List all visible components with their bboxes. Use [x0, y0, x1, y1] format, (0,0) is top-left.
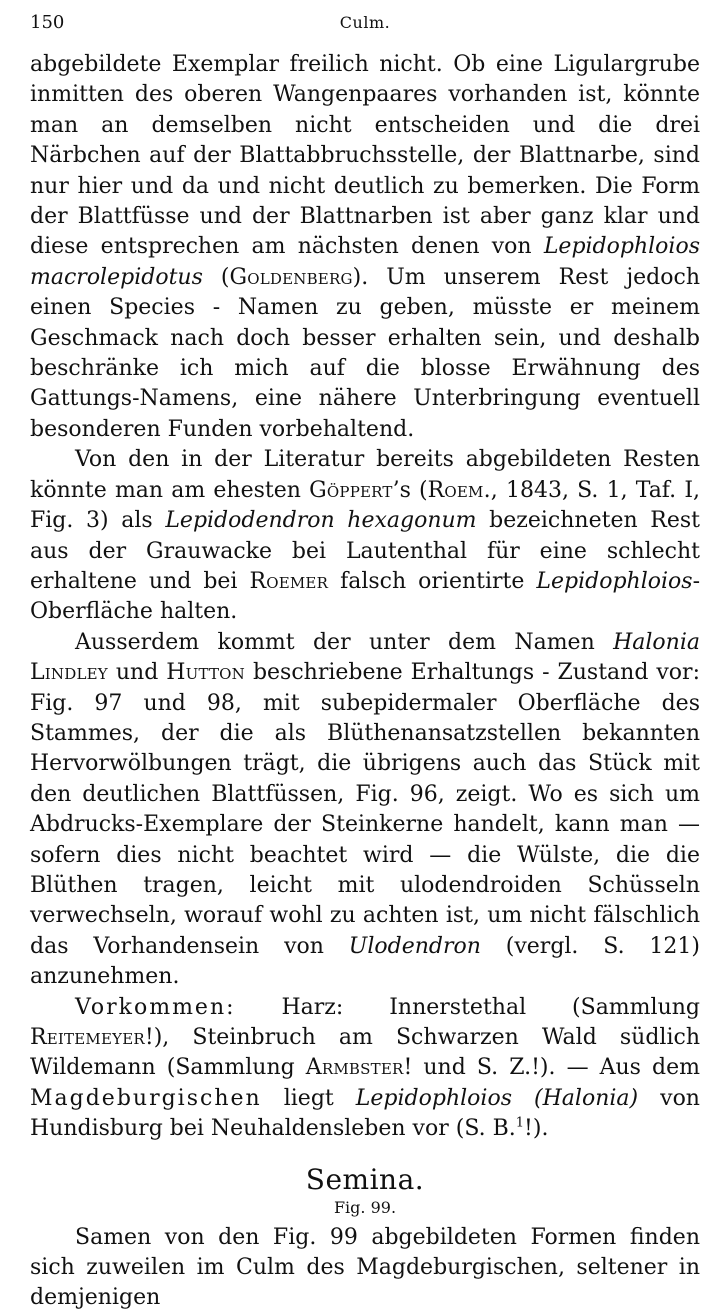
text-segment-normal: (vergl. S. 121) anzunehmen. — [30, 933, 701, 990]
text-segment-normal: Ausserdem kommt der unter dem Namen — [75, 629, 614, 655]
figure-reference: Fig. 99. — [333, 1197, 397, 1217]
paragraph-semina — [30, 1223, 700, 1314]
closing-text — [30, 1223, 700, 1314]
text-segment-normal: ’s ( — [392, 477, 428, 503]
text-segment-spaced: Vorkommen: — [75, 994, 236, 1020]
body-text — [30, 50, 700, 1145]
section-title: Semina. — [305, 1162, 425, 1196]
running-head — [30, 0, 700, 34]
text-segment-smallcaps: Göppert — [309, 477, 393, 503]
text-segment-normal: -Oberfläche halten. — [30, 568, 700, 625]
text-segment-italic: Lepidophloios macrolepidotus — [30, 234, 700, 290]
text-segment-smallcaps: Hutton — [166, 660, 245, 686]
paragraph-1 — [30, 50, 700, 445]
page-number: 150 — [30, 12, 65, 33]
paragraph-4 — [30, 993, 700, 1145]
text-segment-normal: ). Um unserem Rest jedoch einen Species - Namen zu geben, müsste er meinem Geschmack nach doch besser erhalten sein, und deshalb beschränke ich mich auf die blosse Erwähnung des Gattungs-Namens, eine nähere Unterbringung eventuell besonderen Funden vorbehaltend. — [30, 264, 700, 442]
text-segment-normal: Harz: Innerstethal (Sammlung — [235, 994, 700, 1020]
text-segment-smallcaps: Lindley — [30, 660, 108, 686]
text-segment-normal: ! und S. Z.!). — Aus dem — [403, 1055, 700, 1081]
text-segment-sup: 1 — [515, 1115, 525, 1131]
text-segment-normal: abgebildete Exemplar freilich nicht. Ob eine Ligulargrube inmitten des oberen Wangenpaares vorhanden ist, könnte man an demselben nicht entscheiden und die drei Närbchen auf der Blattabbruchsstelle, der Blattnarbe, sind nur hier und da und nicht deutlich zu bemerken. Die Form der Blattfüsse und der Blattnarben ist aber ganz klar und diese entsprechen am nächsten denen von — [30, 52, 700, 260]
text-segment-normal: von Hundisburg bei Neuhaldensleben vor (S. B. — [30, 1085, 700, 1142]
text-segment-normal: Von den in der Literatur bereits abgebildeten Resten könnte man am ehesten — [30, 447, 700, 503]
paragraph-3 — [30, 628, 700, 993]
text-segment-normal: Samen von den Fig. 99 abgebildeten Formen finden sich zuweilen im Culm des Magdeburgischen, seltener in demjenigen — [30, 1224, 700, 1311]
text-segment-smallcaps: Reitemeyer — [30, 1025, 145, 1050]
text-segment-italic: Halonia — [613, 629, 700, 655]
text-segment-normal: ( — [202, 264, 230, 290]
text-segment-smallcaps: Roem. — [427, 477, 491, 503]
text-segment-normal: , 1843, S. 1, Taf. I, Fig. 3) als — [30, 477, 701, 534]
text-segment-normal: falsch orientirte — [328, 568, 537, 594]
running-title: Culm. — [339, 13, 391, 32]
text-segment-normal: beschriebene Erhaltungs - Zustand vor: Fig. 97 und 98, mit subepidermaler Oberfläche des Stammes, der die als Blüthenansatzstellen bekannten Hervorwölbungen trägt, die übrigens auch das Stück mit den deutlichen Blattfüssen, Fig. 96, zeigt. Wo es sich um Abdrucks-Exemplare der Steinkerne handelt, kann man — sofern dies nicht beachtet wird — die Wülste, die die Blüthen tragen, leicht mit ulodendroiden Schüsseln verwechseln, worauf wohl zu achten ist, um nicht fälschlich das Vorhandensein von — [30, 660, 700, 959]
text-segment-normal: bezeichneten Rest aus der Grauwacke bei Lautenthal für eine schlecht erhaltene und bei — [30, 508, 700, 594]
text-segment-normal: !), Steinbruch am Schwarzen Wald südlich Wildemann (Sammlung — [30, 1025, 700, 1081]
text-segment-smallcaps: Roemer — [249, 568, 329, 594]
text-segment-normal: und — [107, 660, 167, 686]
text-segment-italic: Lepidodendron hexagonum — [165, 508, 477, 534]
text-segment-italic: Ulodendron — [348, 933, 481, 959]
text-segment-italic: Lepidophloios — [536, 568, 693, 594]
text-segment-normal: !). — [524, 1116, 549, 1142]
text-segment-italic: Lepidophloios (Halonia) — [355, 1085, 639, 1111]
text-segment-smallcaps: Goldenberg — [229, 264, 353, 290]
paragraph-2 — [30, 445, 700, 627]
text-segment-spaced: Magdeburgischen — [30, 1085, 262, 1111]
text-segment-smallcaps: Armbster — [305, 1055, 404, 1081]
text-segment-normal: liegt — [261, 1085, 356, 1111]
